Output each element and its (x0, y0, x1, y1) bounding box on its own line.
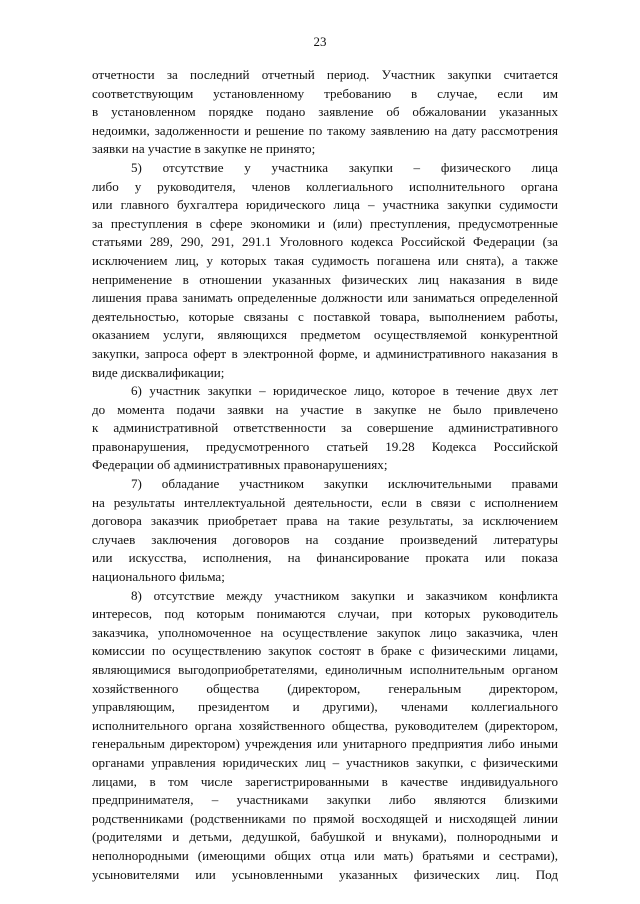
text-line: 8) отсутствие между участником закупки и заказчиком конфликта (131, 587, 558, 603)
text-line: исключением лиц, у которых такая судимость погашена или снята), а также (92, 252, 558, 268)
text-line: 6) участник закупки – юридическое лицо, которое в течение двух лет (131, 383, 558, 399)
text-line: интересов, под которым понимаются случаи, при которых руководитель (92, 606, 558, 622)
text-line: виде дисквалификации; (92, 364, 225, 380)
text-line: лицами, в том числе зарегистрированными в качестве индивидуального (92, 773, 558, 789)
text-line: или искусства, исполнения, на финансирование проката или показа (92, 550, 558, 566)
text-line: случаев заключения договоров на создание произведений литературы (92, 531, 558, 547)
text-line: неприменение в отношении указанных физических лиц наказания в виде (92, 271, 558, 287)
text-line: к административной ответственности за совершение административного (92, 420, 558, 436)
text-line: недоимки, задолженности и решение по такому заявлению на дату рассмотрения (92, 122, 558, 138)
text-line: договора заказчик приобретает права на такие результаты, за исключением (92, 513, 558, 529)
text-line: закупки, запроса оферт в электронной форме, и административного наказания в (92, 345, 558, 361)
text-line: органами управления юридических лиц – участников закупки, с физическими (92, 754, 558, 770)
text-line: соответствующим установленному требованию в случае, если им (92, 85, 558, 101)
text-line: оказанием услуги, являющихся предметом осуществляемой конкурентной (92, 327, 558, 343)
text-line: комиссии по осуществлению закупок состоят в браке с физическими лицами, (92, 643, 558, 659)
text-line: на результаты интеллектуальной деятельности, если в связи с исполнением (92, 494, 558, 510)
text-line: деятельностью, которые связаны с поставкой товара, выполнением работы, (92, 308, 558, 324)
text-line: являющимися выгодоприобретателями, единоличным исполнительным органом (92, 662, 558, 677)
text-line: неполнородными (имеющими общих отца или мать) братьями и сестрами), (92, 847, 558, 863)
text-line: правонарушения, предусмотренного статьей 19.28 Кодекса Российской (92, 438, 558, 454)
text-line: лишения права занимать определенные должности или заниматься определенной (92, 290, 558, 306)
text-line: за преступления в сфере экономики и (или) преступления, предусмотренные (92, 215, 558, 231)
text-line: генеральным директором) учреждения или унитарного предприятия либо иными (92, 736, 558, 752)
text-line: (родителями и детьми, дедушкой, бабушкой и внуками), полнородными и (92, 829, 558, 845)
text-line: заявки на участие в закупке не принято; (92, 141, 316, 157)
text-line: усыновителями или усыновленными указанных физических лиц. Под (92, 866, 558, 882)
text-line: в установленном порядке подано заявление об обжаловании указанных (92, 104, 558, 120)
document-body (92, 66, 558, 884)
text-line: хозяйственного общества (директором, генеральным директором, (92, 680, 558, 696)
text-line: Федерации об административных правонарушениях; (92, 457, 388, 473)
text-line: заказчика, уполномоченное на осуществление закупок лицо заказчика, член (92, 624, 558, 640)
text-line: либо у руководителя, членов коллегиального исполнительного органа (92, 178, 558, 194)
text-line: родственниками (родственниками по прямой восходящей и нисходящей линии (92, 810, 558, 826)
text-line: 5) отсутствие у участника закупки – физического лица (131, 159, 558, 175)
text-line: 7) обладание участником закупки исключительными правами (131, 476, 558, 492)
text-line: или главного бухгалтера юридического лица – участника закупки судимости (92, 197, 558, 213)
text-line: до момента подачи заявки на участие в закупке не было привлечено (92, 401, 558, 417)
text-line: национального фильма; (92, 569, 225, 585)
text-line: отчетности за последний отчетный период. Участник закупки считается (92, 67, 558, 82)
text-line: статьями 289, 290, 291, 291.1 Уголовного кодекса Российской Федерации (за (92, 234, 558, 250)
text-line: исполнительного органа хозяйственного общества, руководителем (директором, (92, 717, 558, 733)
page-number: 23 (313, 34, 327, 49)
text-line: управляющим, президентом и другими), членами коллегиального (92, 699, 558, 715)
text-line: предпринимателя, – участниками закупки либо являются близкими (92, 792, 558, 808)
